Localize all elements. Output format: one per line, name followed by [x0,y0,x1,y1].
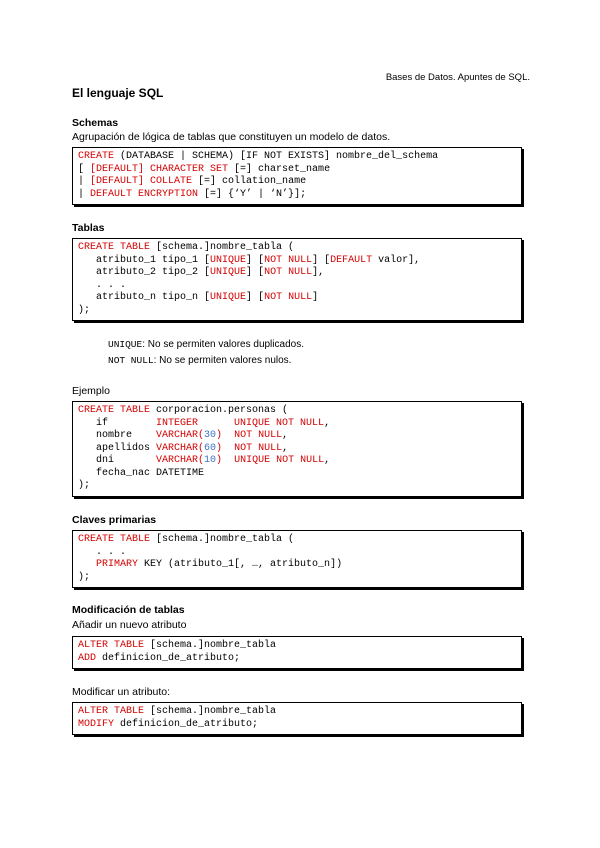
section-heading-tablas: Tablas [72,222,105,234]
section-heading-modificacion: Modificación de tablas [72,604,185,616]
code-block-claves: CREATE TABLE [schema.]nombre_tabla ( . . . PRIMARY KEY (atributo_1[, …, atributo_n]) ); [72,530,522,588]
code-block-tablas: CREATE TABLE [schema.]nombre_tabla ( atributo_1 tipo_1 [UNIQUE] [NOT NULL] [DEFAULT valor], atributo_2 tipo_2 [UNIQUE] [NOT NULL], . . . atributo_n tipo_n [UNIQUE] [NOT NULL] ); [72,238,522,321]
section-label-ejemplo: Ejemplo [72,385,110,397]
section-heading-claves: Claves primarias [72,514,157,526]
page-header: Bases de Datos. Apuntes de SQL. [385,72,530,83]
code-block-ejemplo: CREATE TABLE corporacion.personas ( if INTEGER UNIQUE NOT NULL, nombre VARCHAR(30) NOT NULL, apellidos VARCHAR(60) NOT NULL, dni VARCHAR(10) UNIQUE NOT NULL, fecha_nac DATETIME ); [72,401,522,497]
note-not-null: NOT NULL: No se permiten valores nulos. [108,355,292,366]
code-block-add: ALTER TABLE [schema.]nombre_tabla ADD definicion_de_atributo; [72,636,522,669]
page-title: El lenguaje SQL [72,86,164,100]
schemas-description: Agrupación de lógica de tablas que constituyen un modelo de datos. [72,131,391,143]
note-unique: UNIQUE: No se permiten valores duplicados. [108,339,304,350]
subheading-anadir: Añadir un nuevo atributo [72,619,187,631]
section-heading-schemas: Schemas [72,117,119,129]
subheading-modificar: Modificar un atributo: [72,686,171,698]
code-block-modify: ALTER TABLE [schema.]nombre_tabla MODIFY definicion_de_atributo; [72,702,522,735]
code-block-schemas: CREATE (DATABASE | SCHEMA) [IF NOT EXISTS] nombre_del_schema [ [DEFAULT] CHARACTER SET [=] charset_name | [DEFAULT] COLLATE [=] collation_name | DEFAULT ENCRYPTION [=] {‘Y’ | ‘N’}]; [72,147,522,205]
